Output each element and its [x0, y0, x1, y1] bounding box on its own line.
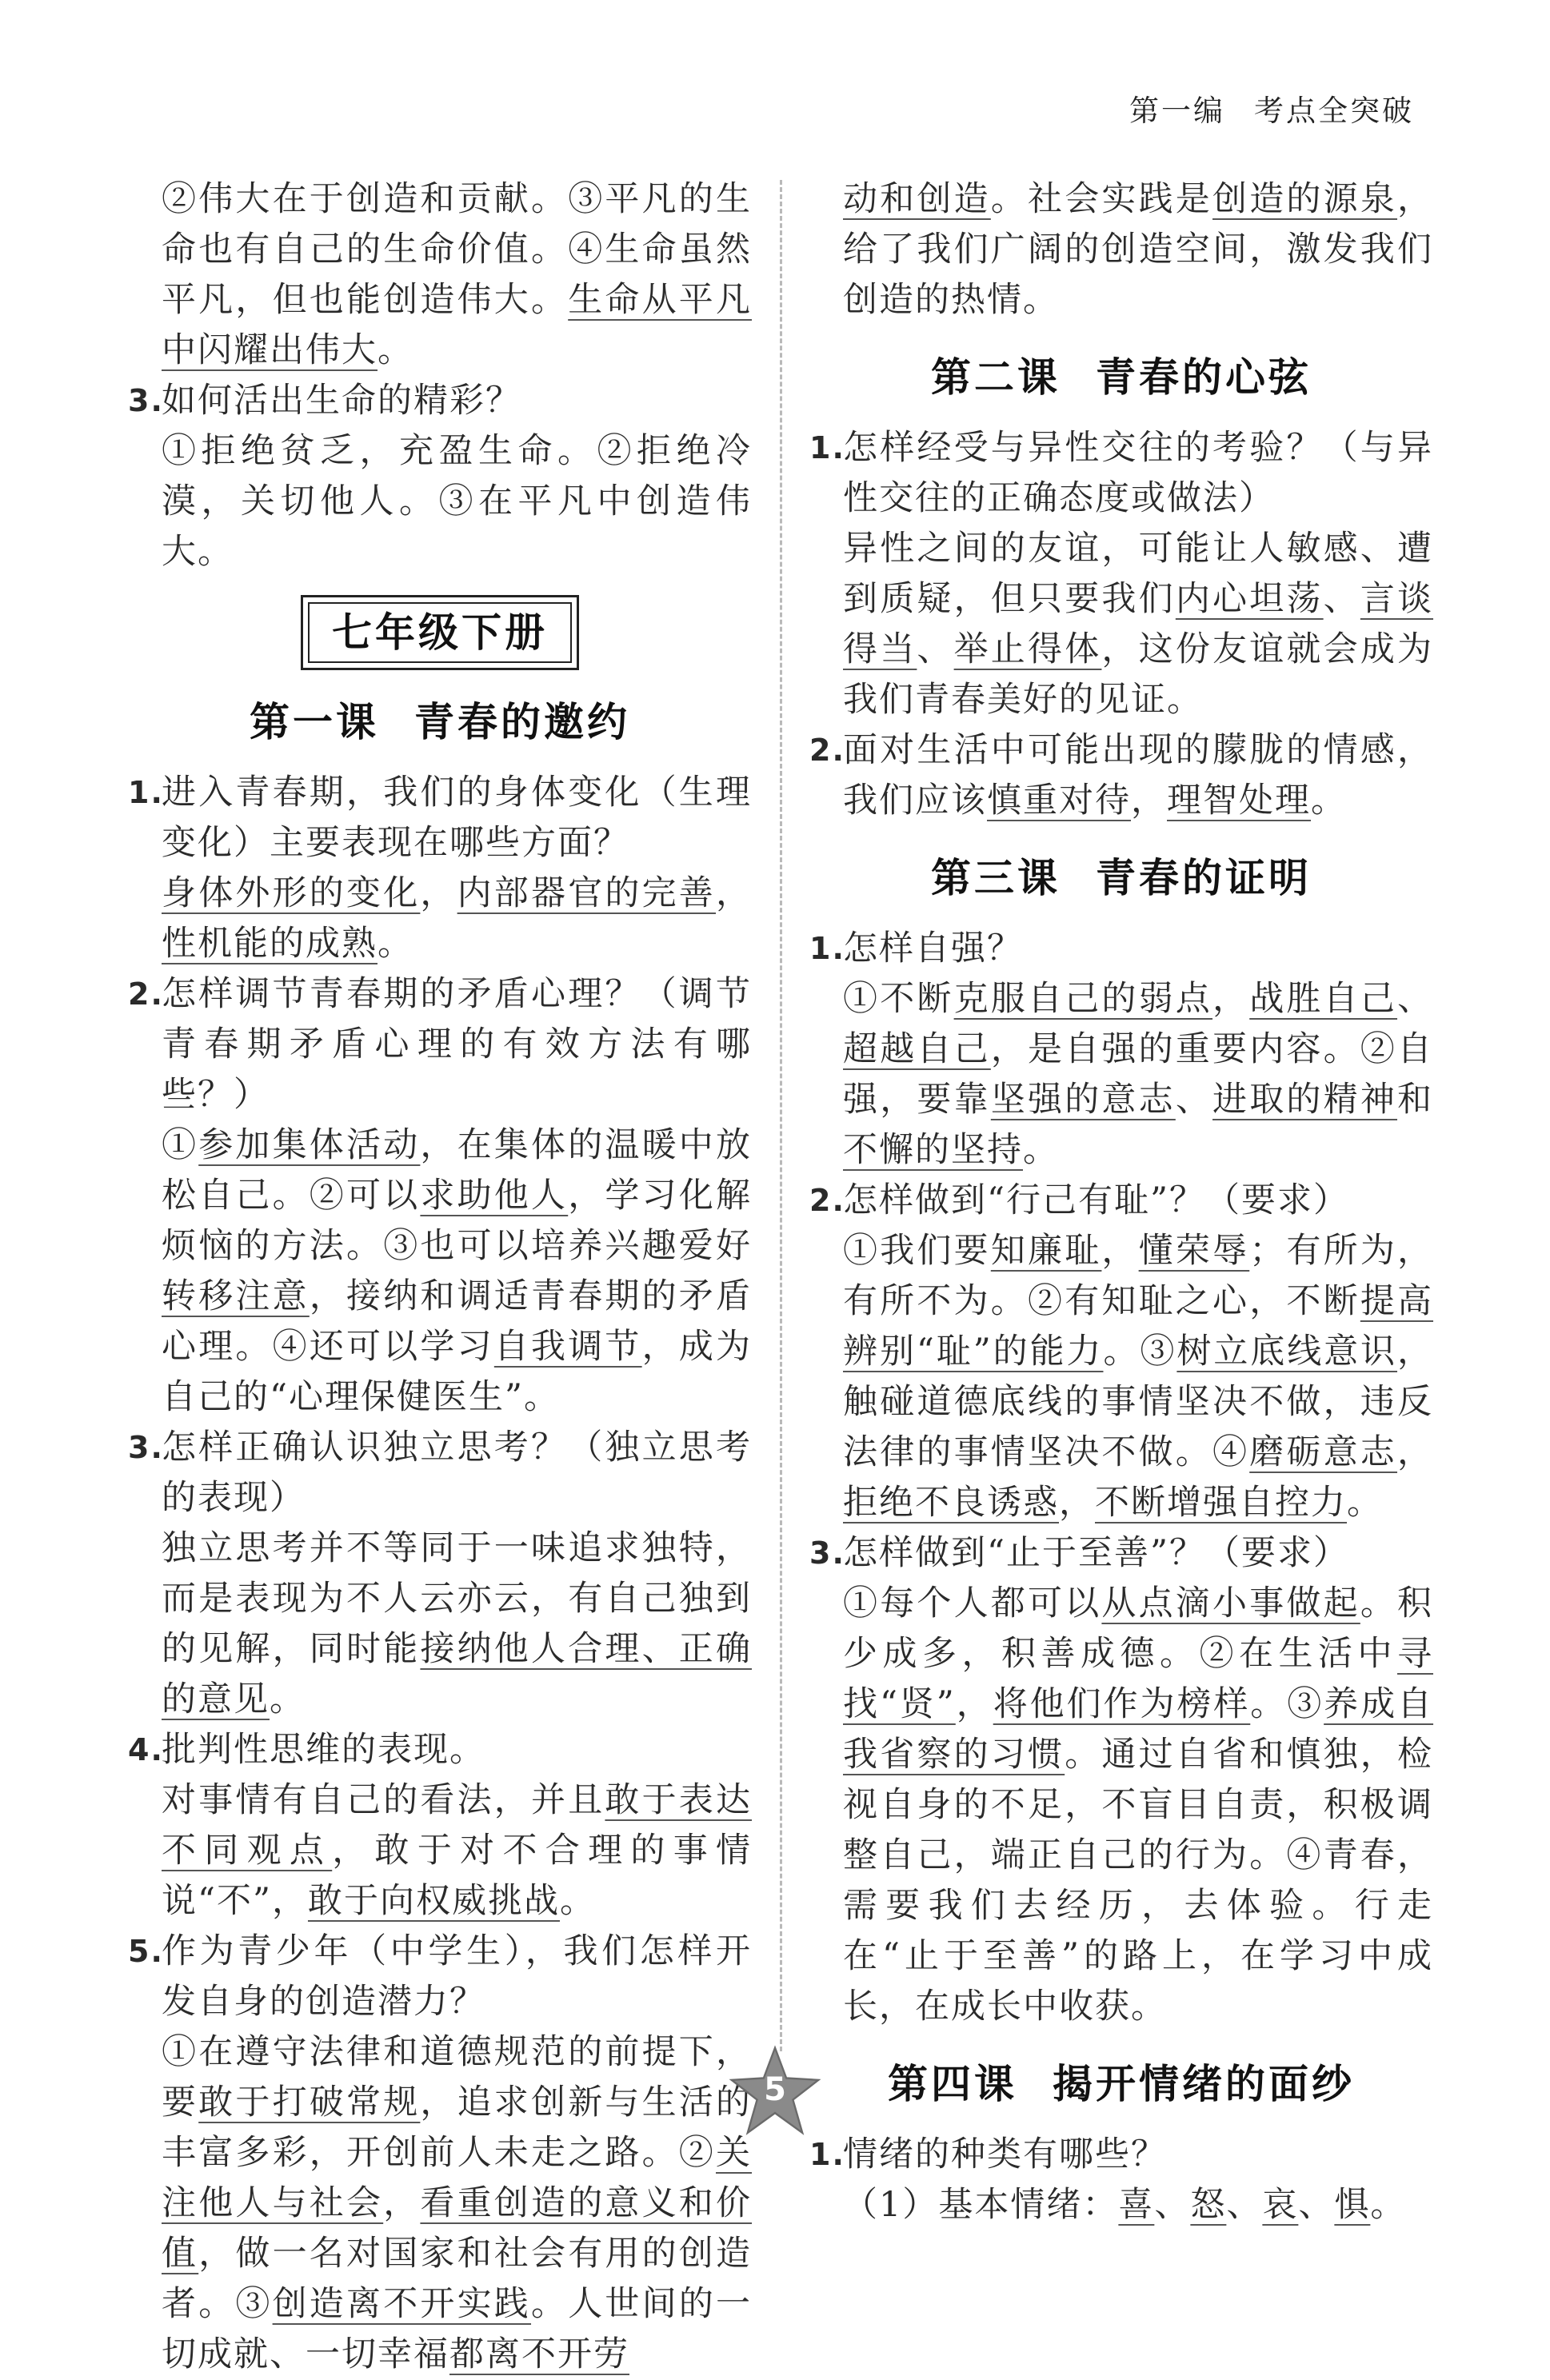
- question-text: 怎样调节青春期的矛盾心理？（调节青春期矛盾心理的有效方法有哪些？）: [162, 974, 752, 1115]
- question-text: 作为青少年（中学生），我们怎样开发自身的创造潜力？: [162, 1931, 752, 2022]
- lesson-title: 第一课 青春的邀约: [250, 698, 630, 745]
- question-text: 情绪的种类有哪些？: [843, 2134, 1167, 2174]
- lesson-title: 第四课 揭开情绪的面纱: [888, 2060, 1355, 2107]
- right-column: [809, 174, 1433, 2230]
- question-text: 进入青春期，我们的身体变化（生理变化）主要表现在哪些方面？: [162, 773, 752, 863]
- lesson-title: 第二课 青春的心弦: [931, 353, 1312, 401]
- left-column: [128, 174, 752, 2380]
- question-item: 2. 怎样调节青春期的矛盾心理？（调节青春期矛盾心理的有效方法有哪些？）: [128, 969, 752, 1120]
- answer-text: ①每个人都可以从点滴小事做起。积少成多，积善成德。②在生活中寻找“贤”，将他们作为榜样。③养成自我省察的习惯。通过自省和慎独，检视自身的不足，不盲目自责，积极调整自己，端正自己的行为。④青春，需要我们去经历，去体验。行走在“止于至善”的路上，在学习中成长，在成长中收获。: [843, 1583, 1434, 2027]
- page-number-star: [728, 2044, 822, 2138]
- page-number: 5: [764, 2071, 786, 2108]
- question-item: 3. 如何活出生命的精彩？: [128, 376, 752, 426]
- question-text: 如何活出生命的精彩？: [162, 381, 521, 421]
- answer-text: ①我们要知廉耻，懂荣辱；有所为，有所不为。②有知耻之心，不断提高辨别“耻”的能力。③树立底线意识，触碰道德底线的事情坚决不做，违反法律的事情坚决不做。④磨砺意志，拒绝不良诱惑，不断增强自控力。: [843, 1231, 1434, 1523]
- answer-text: （1）基本情绪：喜、怒、哀、惧。: [843, 2185, 1407, 2225]
- answer-text: 独立思考并不等同于一味追求独特，而是表现为不人云亦云，有自己独到的见解，同时能接纳他人合理、正确的意见。: [162, 1528, 753, 1719]
- question-text: 怎样经受与异性交往的考验？（与异性交往的正确态度或做法）: [843, 428, 1433, 518]
- question-text: 怎样自强？: [843, 928, 1023, 968]
- question-text: 怎样做到“止于至善”？（要求）: [843, 1533, 1349, 1573]
- header-part: 第一编: [1129, 94, 1225, 128]
- question-item: 1. 怎样经受与异性交往的考验？（与异性交往的正确态度或做法）: [809, 423, 1433, 524]
- question-item: 2. 怎样做到“行己有耻”？（要求）: [809, 1176, 1433, 1226]
- answer-text: 异性之间的友谊，可能让人敏感、遭到质疑，但只要我们内心坦荡、言谈得当、举止得体，这份友谊就会成为我们青春美好的见证。: [843, 529, 1434, 720]
- question-item: 1. 怎样自强？: [809, 924, 1433, 974]
- header-title: 考点全突破: [1254, 94, 1414, 128]
- question-item: 5. 作为青少年（中学生），我们怎样开发自身的创造潜力？: [128, 1927, 752, 2027]
- answer-text: 身体外形的变化，内部器官的完善，性机能的成熟。: [162, 873, 753, 964]
- volume-label: 七年级下册: [308, 602, 572, 663]
- question-item: 4. 批判性思维的表现。: [128, 1725, 752, 1775]
- question-item: 3. 怎样正确认识独立思考？（独立思考的表现）: [128, 1423, 752, 1523]
- lesson-title: 第三课 青春的证明: [931, 854, 1312, 901]
- question-text: 怎样做到“行己有耻”？（要求）: [843, 1180, 1349, 1220]
- question-text: 批判性思维的表现。: [162, 1730, 485, 1770]
- running-header: [1129, 86, 1414, 130]
- continued-answer: ②伟大在于创造和贡献。③平凡的生命也有自己的生命价值。④生命虽然平凡，但也能创造伟大。生命从平凡中闪耀出伟大。: [162, 179, 753, 370]
- answer-text: ①不断克服自己的弱点，战胜自己、超越自己，是自强的重要内容。②自强，要靠坚强的意志、进取的精神和不懈的坚持。: [843, 979, 1434, 1170]
- answer-text: ①参加集体活动，在集体的温暖中放松自己。②可以求助他人，学习化解烦恼的方法。③也可以培养兴趣爱好转移注意，接纳和调适青春期的矛盾心理。④还可以学习自我调节，成为自己的“心理保健医生”。: [162, 1125, 753, 1417]
- question-item: 2. 面对生活中可能出现的朦胧的情感，我们应该慎重对待，理智处理。: [809, 725, 1433, 826]
- answer-text: ①在遵守法律和道德规范的前提下，要敢于打破常规，追求创新与生活的丰富多彩，开创前人未走之路。②关注他人与社会，看重创造的意义和价值，做一名对国家和社会有用的创造者。③创造离不开实践。人世间的一切成就、一切幸福都离不开劳: [162, 2032, 753, 2374]
- question-text: 面对生活中可能出现的朦胧的情感，我们应该慎重对待，理智处理。: [843, 730, 1433, 821]
- answer-text: ①拒绝贫乏，充盈生命。②拒绝冷漠，关切他人。③在平凡中创造伟大。: [162, 431, 752, 572]
- question-item: 1. 进入青春期，我们的身体变化（生理变化）主要表现在哪些方面？: [128, 768, 752, 869]
- volume-box: [128, 595, 752, 670]
- column-divider: [780, 180, 782, 2051]
- question-item: 1. 情绪的种类有哪些？: [809, 2130, 1433, 2180]
- question-item: 3. 怎样做到“止于至善”？（要求）: [809, 1528, 1433, 1579]
- continued-answer: 动和创造。社会实践是创造的源泉，给了我们广阔的创造空间，激发我们创造的热情。: [843, 179, 1434, 320]
- question-text: 怎样正确认识独立思考？（独立思考的表现）: [162, 1428, 752, 1518]
- answer-text: 对事情有自己的看法，并且敢于表达不同观点，敢于对不合理的事情说“不”，敢于向权威挑战。: [162, 1780, 753, 1921]
